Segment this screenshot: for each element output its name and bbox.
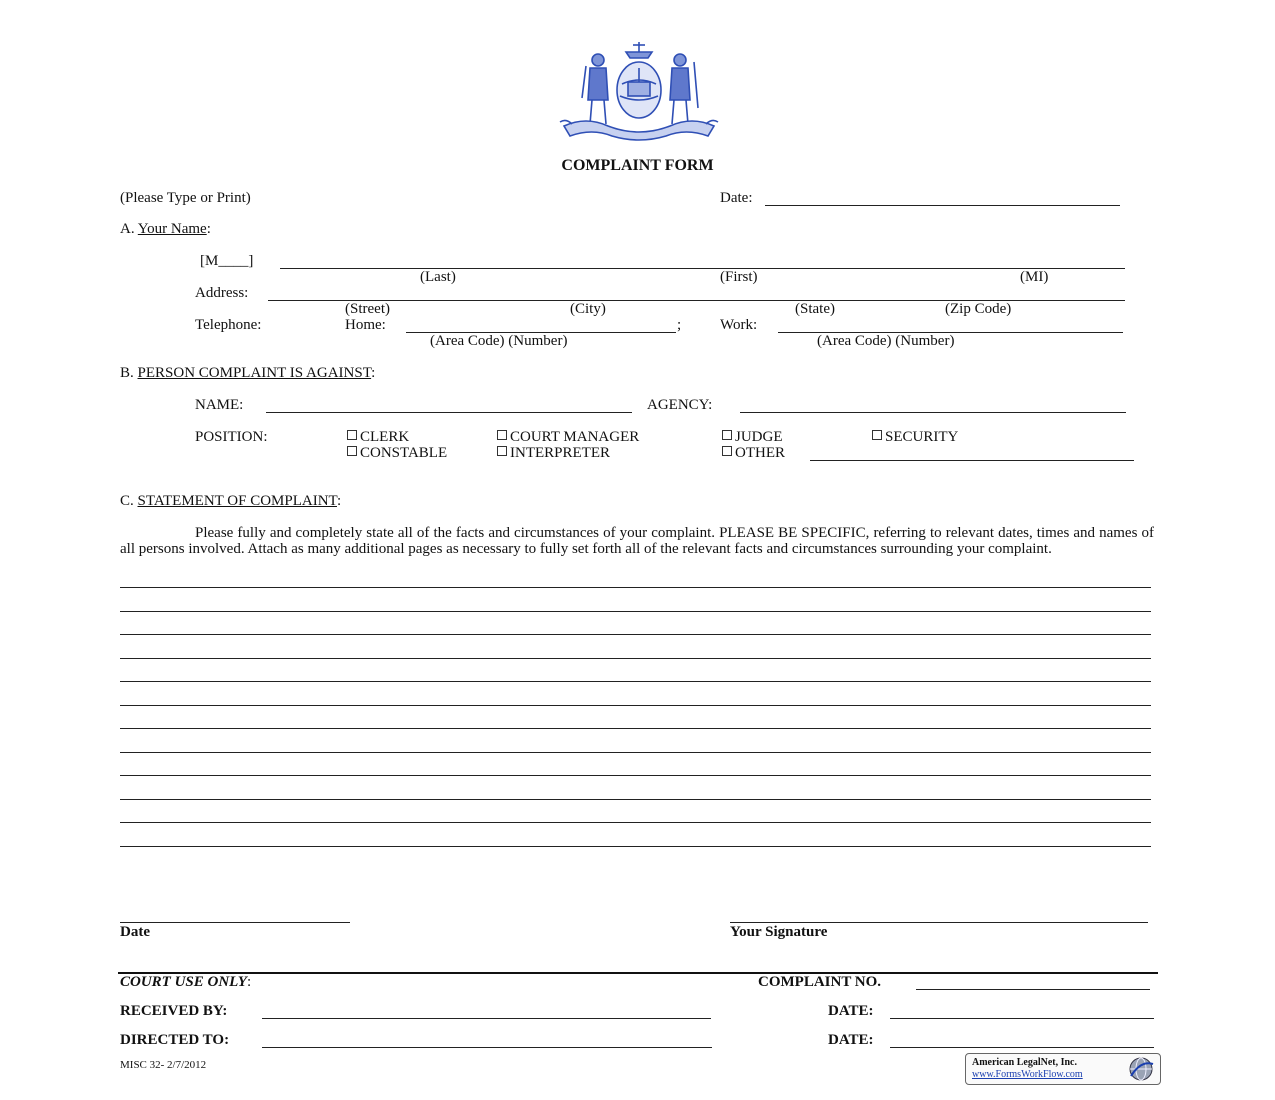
- home-phone-label: Home:: [345, 317, 386, 333]
- statement-line[interactable]: [120, 658, 1151, 659]
- section-c-heading: C. STATEMENT OF COMPLAINT:: [120, 493, 342, 509]
- position-option-judge[interactable]: [722, 429, 783, 445]
- statement-line[interactable]: [120, 775, 1151, 776]
- section-c-letter: C.: [120, 493, 134, 509]
- publisher-name: American LegalNet, Inc.: [972, 1057, 1077, 1068]
- received-by-field[interactable]: [262, 1018, 711, 1019]
- option-label: CLERK: [360, 429, 410, 445]
- statement-line[interactable]: [120, 752, 1151, 753]
- option-label: OTHER: [735, 445, 785, 461]
- section-a-letter: A.: [120, 221, 135, 237]
- directed-date-label: DATE:: [828, 1032, 874, 1048]
- directed-to-field[interactable]: [262, 1047, 712, 1048]
- section-a-title: Your Name: [137, 221, 207, 237]
- statement-line[interactable]: [120, 611, 1151, 612]
- section-b-title: PERSON COMPLAINT IS AGAINST: [137, 365, 372, 381]
- signature-field[interactable]: [730, 922, 1148, 923]
- received-by-label: RECEIVED BY:: [120, 1003, 228, 1019]
- received-date-field[interactable]: [890, 1018, 1154, 1019]
- date-field[interactable]: [765, 205, 1120, 206]
- statement-line[interactable]: [120, 587, 1151, 588]
- option-label: COURT MANAGER: [510, 429, 640, 445]
- home-phone-sublabel: (Area Code) (Number): [430, 333, 568, 349]
- court-use-heading-text: COURT USE ONLY: [120, 974, 247, 990]
- statement-line[interactable]: [120, 728, 1151, 729]
- first-name-sublabel: (First): [720, 269, 758, 285]
- instruction-text: (Please Type or Print): [120, 190, 251, 206]
- statement-instructions-text: Please fully and completely state all of the facts and circumstances of your complaint. PLEASE BE SPECIFIC, referring to relevant dates, times and names of all persons involved. Attach as many additional pages as necessary to fully set forth all of the relevant facts and circumstances surrounding your complaint.: [120, 525, 1154, 557]
- section-b-heading: B. PERSON COMPLAINT IS AGAINST:: [120, 365, 376, 381]
- publisher-logo[interactable]: [965, 1053, 1161, 1085]
- court-use-heading: COURT USE ONLY:: [120, 974, 252, 990]
- signature-label: Your Signature: [730, 924, 828, 940]
- checkbox-icon[interactable]: [722, 430, 732, 440]
- other-position-field[interactable]: [810, 460, 1134, 461]
- directed-date-field[interactable]: [890, 1047, 1154, 1048]
- directed-to-label: DIRECTED TO:: [120, 1032, 230, 1048]
- checkbox-icon[interactable]: [497, 446, 507, 456]
- statement-line[interactable]: [120, 799, 1151, 800]
- complaint-no-label: COMPLAINT NO.: [758, 974, 882, 990]
- position-option-other[interactable]: [722, 445, 785, 461]
- court-use-divider: [118, 972, 1158, 974]
- zip-sublabel: (Zip Code): [945, 301, 1012, 317]
- street-sublabel: (Street): [345, 301, 390, 317]
- statement-line[interactable]: [120, 705, 1151, 706]
- checkbox-icon[interactable]: [872, 430, 882, 440]
- publisher-link[interactable]: www.FormsWorkFlow.com: [972, 1069, 1083, 1080]
- work-phone-label: Work:: [720, 317, 758, 333]
- checkbox-icon[interactable]: [497, 430, 507, 440]
- checkbox-icon[interactable]: [722, 446, 732, 456]
- received-date-label: DATE:: [828, 1003, 874, 1019]
- address-label: Address:: [195, 285, 249, 301]
- state-seal-image: [556, 38, 722, 142]
- globe-icon: [1127, 1056, 1155, 1082]
- date-label: Date:: [720, 190, 753, 206]
- statement-line[interactable]: [120, 846, 1151, 847]
- work-phone-sublabel: (Area Code) (Number): [817, 333, 955, 349]
- option-label: SECURITY: [885, 429, 959, 445]
- position-option-interpreter[interactable]: [497, 445, 610, 461]
- option-label: INTERPRETER: [510, 445, 610, 461]
- last-name-sublabel: (Last): [420, 269, 456, 285]
- section-a-heading: A. Your Name:: [120, 221, 211, 237]
- full-name-field[interactable]: [280, 268, 1125, 269]
- middle-initial-sublabel: (MI): [1020, 269, 1049, 285]
- agency-label: AGENCY:: [647, 397, 713, 413]
- home-phone-separator: ;: [677, 317, 682, 333]
- complaint-no-field[interactable]: [916, 989, 1150, 990]
- position-option-clerk[interactable]: [347, 429, 409, 445]
- option-label: JUDGE: [735, 429, 783, 445]
- section-c-title: STATEMENT OF COMPLAINT: [137, 493, 337, 509]
- form-id: MISC 32- 2/7/2012: [120, 1059, 207, 1071]
- agency-field[interactable]: [740, 412, 1126, 413]
- respondent-name-label: NAME:: [195, 397, 244, 413]
- position-option-constable[interactable]: [347, 445, 447, 461]
- form-title: COMPLAINT FORM: [561, 157, 714, 174]
- option-label: CONSTABLE: [360, 445, 448, 461]
- checkbox-icon[interactable]: [347, 430, 357, 440]
- telephone-label: Telephone:: [195, 317, 262, 333]
- position-option-court-manager[interactable]: [497, 429, 639, 445]
- position-label: POSITION:: [195, 429, 268, 445]
- statement-line[interactable]: [120, 634, 1151, 635]
- signature-date-field[interactable]: [120, 922, 350, 923]
- city-sublabel: (City): [570, 301, 606, 317]
- statement-instructions: [120, 525, 1154, 557]
- checkbox-icon[interactable]: [347, 446, 357, 456]
- section-b-letter: B.: [120, 365, 134, 381]
- respondent-name-field[interactable]: [266, 412, 632, 413]
- state-sublabel: (State): [795, 301, 835, 317]
- statement-line[interactable]: [120, 681, 1151, 682]
- name-prefix-field[interactable]: [M____]: [200, 253, 254, 269]
- statement-line[interactable]: [120, 822, 1151, 823]
- signature-date-label: Date: [120, 924, 150, 940]
- position-option-security[interactable]: [872, 429, 958, 445]
